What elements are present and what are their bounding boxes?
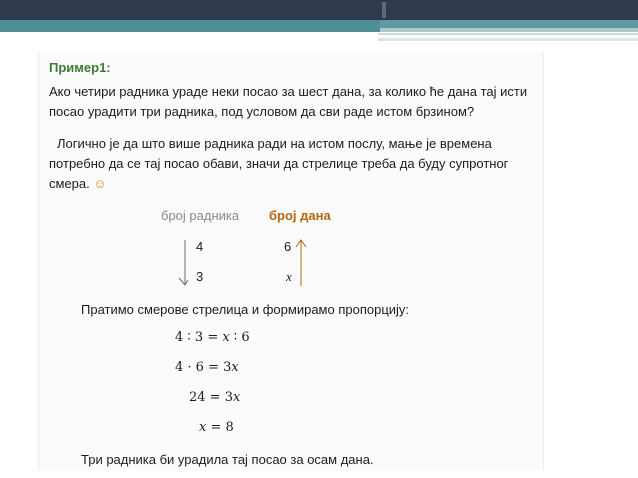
conclusion-text: Три радника би урадила тај посао за осам дана.	[81, 452, 374, 467]
content-panel	[38, 52, 544, 470]
equation-2: 4 · 6 = 3𝑥	[175, 360, 239, 375]
example-title: Пример1:	[49, 60, 111, 75]
header-band	[0, 0, 638, 20]
equation-1: 4 ∶ 3 = 𝑥 ∶ 6	[175, 330, 250, 345]
reasoning-text: смера.	[49, 176, 90, 191]
reasoning-line-1: Логично је да што више радника ради на истом послу, мање је времена	[57, 136, 492, 151]
header-light-line	[378, 33, 638, 35]
header-teal-band-right	[380, 20, 638, 28]
days-header: број дана	[269, 208, 331, 223]
equation-4: 𝑥 = 8	[199, 420, 234, 435]
workers-value-1: 4	[196, 239, 204, 254]
workers-value-2: 3	[196, 269, 204, 284]
header-teal-band	[0, 20, 380, 32]
arrow-down-icon	[175, 238, 189, 288]
smiley-icon: ☺	[93, 176, 107, 191]
reasoning-line-3	[49, 174, 107, 194]
problem-line-1: Ако четири радника ураде неки посао за шест дана, за колико ће дана тај исти	[49, 84, 528, 99]
follow-arrows-text: Пратимо смерове стрелица и формирамо пропорцију:	[81, 302, 410, 317]
equation-3: 24 = 3𝑥	[189, 390, 241, 405]
header-light-band	[380, 28, 638, 32]
days-value-1: 6	[284, 239, 292, 254]
header-accent	[382, 2, 386, 18]
header-light-line-2	[378, 38, 638, 41]
days-value-2: x	[286, 269, 292, 284]
workers-header: број радника	[161, 208, 240, 223]
reasoning-line-2: потребно да се тај посао обави, значи да стрелице треба да буду супротног	[49, 156, 509, 171]
arrow-up-icon	[295, 238, 309, 288]
problem-line-2: посао урадити три радника, под условом да сви раде истом брзином?	[49, 104, 475, 119]
